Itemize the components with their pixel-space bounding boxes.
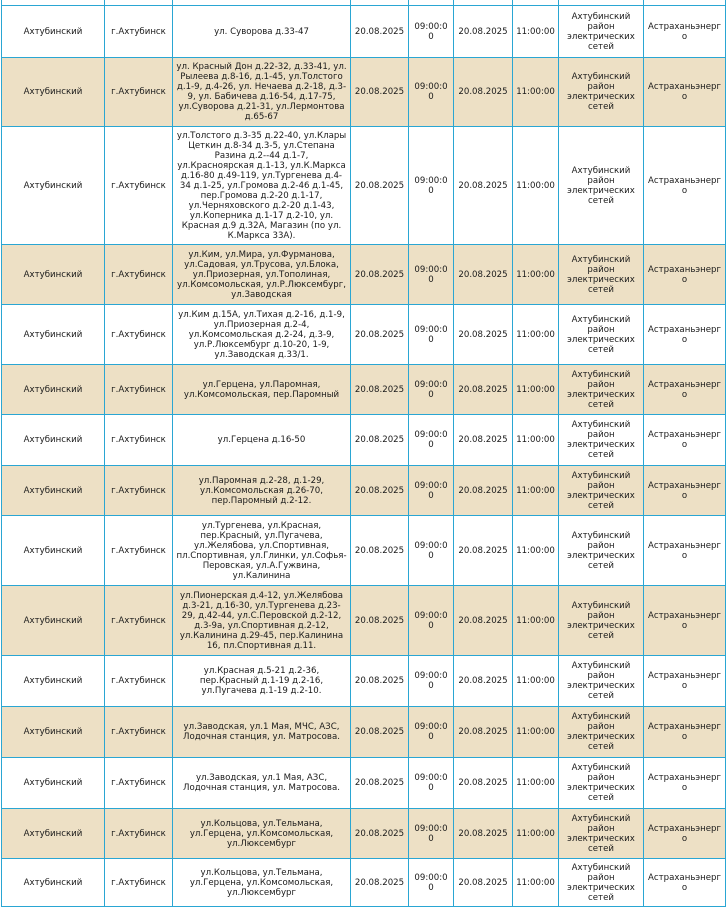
district-cell: Ахтубинский — [2, 127, 105, 245]
start-date-cell: 20.08.2025 — [351, 859, 409, 907]
table-row — [2, 466, 726, 516]
start-date-cell: 20.08.2025 — [351, 656, 409, 707]
start-time-cell: 09:00:00 — [409, 305, 454, 365]
city-cell: г.Ахтубинск — [105, 6, 173, 58]
start-date-cell: 20.08.2025 — [351, 586, 409, 656]
district-cell: Ахтубинский — [2, 466, 105, 516]
district-cell: Ахтубинский — [2, 415, 105, 466]
company-cell: Астраханьэнерго — [644, 365, 726, 415]
start-date-cell: 20.08.2025 — [351, 516, 409, 586]
company-cell: Астраханьэнерго — [644, 859, 726, 907]
start-time-cell: 09:00:00 — [409, 58, 454, 127]
address-cell: ул.Ким, ул.Мира, ул.Фурманова, ул.Садовая, ул.Трусова, ул.Блока, ул.Приозерная, ул.Тополиная, ул.Комсомольская, ул.Р.Люксембург, ул.Заводская — [173, 245, 351, 305]
address-cell: ул.Паромная д.2-28, д.1-29, ул.Комсомольская д.26-70, пер.Паромный д.2-12. — [173, 466, 351, 516]
start-time-cell: 09:00:00 — [409, 516, 454, 586]
table-row — [2, 6, 726, 58]
start-time-cell: 09:00:00 — [409, 809, 454, 859]
company-cell: Астраханьэнерго — [644, 809, 726, 859]
city-cell: г.Ахтубинск — [105, 656, 173, 707]
grid-unit-cell: Ахтубинский район электрических сетей — [559, 656, 644, 707]
start-time-cell: 09:00:00 — [409, 127, 454, 245]
end-time-cell: 11:00:00 — [513, 859, 559, 907]
city-cell: г.Ахтубинск — [105, 859, 173, 907]
start-date-cell: 20.08.2025 — [351, 809, 409, 859]
table-body — [2, 0, 726, 907]
end-date-cell: 20.08.2025 — [454, 127, 513, 245]
grid-unit-cell: Ахтубинский район электрических сетей — [559, 127, 644, 245]
address-cell: ул.Кольцова, ул.Тельмана, ул.Герцена, ул.Комсомольская, ул.Люксембург — [173, 859, 351, 907]
district-cell: Ахтубинский — [2, 707, 105, 758]
end-date-cell: 20.08.2025 — [454, 656, 513, 707]
district-cell: Ахтубинский — [2, 516, 105, 586]
company-cell: Астраханьэнерго — [644, 707, 726, 758]
grid-unit-cell: Ахтубинский район электрических сетей — [559, 415, 644, 466]
address-cell: ул.Заводская, ул.1 Мая, АЗС, Лодочная станция, ул. Матросова. — [173, 758, 351, 809]
start-time-cell: 09:00:00 — [409, 6, 454, 58]
district-cell: Ахтубинский — [2, 859, 105, 907]
end-date-cell: 20.08.2025 — [454, 466, 513, 516]
grid-unit-cell: Ахтубинский район электрических сетей — [559, 516, 644, 586]
end-time-cell: 11:00:00 — [513, 516, 559, 586]
company-cell: Астраханьэнерго — [644, 516, 726, 586]
end-time-cell: 11:00:00 — [513, 758, 559, 809]
company-cell: Астраханьэнерго — [644, 6, 726, 58]
end-date-cell: 20.08.2025 — [454, 809, 513, 859]
grid-unit-cell: Ахтубинский район электрических сетей — [559, 586, 644, 656]
table-row — [2, 305, 726, 365]
address-cell: ул.Красная д.5-21 д.2-36, пер.Красный д.1-19 д.2-16, ул.Пугачева д.1-19 д.2-10. — [173, 656, 351, 707]
table-row — [2, 758, 726, 809]
end-date-cell: 20.08.2025 — [454, 516, 513, 586]
district-cell: Ахтубинский — [2, 245, 105, 305]
city-cell: г.Ахтубинск — [105, 758, 173, 809]
grid-unit-cell: Ахтубинский район электрических сетей — [559, 245, 644, 305]
address-cell: ул.Толстого д.3-35 д.22-40, ул.Клары Цеткин д.8-34 д.3-5, ул.Степана Разина д.2--44 д.1-7, ул.Красноярская д.1-13, ул.К.Маркса д.16-80 д.49-119, ул.Тургенева д.4-34 д.1-25, ул.Громова д.2-46 д.1-45, пер.Громова д.2-20 д.1-17, ул.Черняховского д.2-20 д.1-43, ул.Коперника д.1-17 д.2-10, ул. Красная д.9 д.32А, Магазин (по ул. К.Маркса 33А). — [173, 127, 351, 245]
table-row — [2, 859, 726, 907]
start-time-cell: 09:00:00 — [409, 415, 454, 466]
start-date-cell: 20.08.2025 — [351, 6, 409, 58]
address-cell: ул.Герцена, ул.Паромная, ул.Комсомольская, пер.Паромный — [173, 365, 351, 415]
company-cell: Астраханьэнерго — [644, 415, 726, 466]
end-time-cell: 11:00:00 — [513, 245, 559, 305]
company-cell: Астраханьэнерго — [644, 586, 726, 656]
table-row — [2, 809, 726, 859]
end-time-cell: 11:00:00 — [513, 127, 559, 245]
district-cell: Ахтубинский — [2, 305, 105, 365]
end-time-cell: 11:00:00 — [513, 6, 559, 58]
start-date-cell: 20.08.2025 — [351, 245, 409, 305]
district-cell: Ахтубинский — [2, 586, 105, 656]
start-time-cell: 09:00:00 — [409, 365, 454, 415]
grid-unit-cell: Ахтубинский район электрических сетей — [559, 6, 644, 58]
company-cell: Астраханьэнерго — [644, 58, 726, 127]
address-cell: ул. Суворова д.33-47 — [173, 6, 351, 58]
start-date-cell: 20.08.2025 — [351, 305, 409, 365]
city-cell: г.Ахтубинск — [105, 415, 173, 466]
company-cell: Астраханьэнерго — [644, 305, 726, 365]
grid-unit-cell: Ахтубинский район электрических сетей — [559, 365, 644, 415]
start-time-cell: 09:00:00 — [409, 245, 454, 305]
district-cell: Ахтубинский — [2, 6, 105, 58]
end-date-cell: 20.08.2025 — [454, 707, 513, 758]
end-date-cell: 20.08.2025 — [454, 305, 513, 365]
start-date-cell: 20.08.2025 — [351, 127, 409, 245]
end-time-cell: 11:00:00 — [513, 466, 559, 516]
city-cell: г.Ахтубинск — [105, 365, 173, 415]
grid-unit-cell: Ахтубинский район электрических сетей — [559, 758, 644, 809]
grid-unit-cell: Ахтубинский район электрических сетей — [559, 58, 644, 127]
address-cell: ул.Герцена д.16-50 — [173, 415, 351, 466]
company-cell: Астраханьэнерго — [644, 656, 726, 707]
city-cell: г.Ахтубинск — [105, 586, 173, 656]
grid-unit-cell: Ахтубинский район электрических сетей — [559, 305, 644, 365]
start-date-cell: 20.08.2025 — [351, 758, 409, 809]
end-date-cell: 20.08.2025 — [454, 859, 513, 907]
end-time-cell: 11:00:00 — [513, 415, 559, 466]
table-row — [2, 127, 726, 245]
start-time-cell: 09:00:00 — [409, 758, 454, 809]
end-date-cell: 20.08.2025 — [454, 6, 513, 58]
end-date-cell: 20.08.2025 — [454, 365, 513, 415]
grid-unit-cell: Ахтубинский район электрических сетей — [559, 859, 644, 907]
table-row — [2, 365, 726, 415]
start-date-cell: 20.08.2025 — [351, 466, 409, 516]
end-date-cell: 20.08.2025 — [454, 245, 513, 305]
city-cell: г.Ахтубинск — [105, 707, 173, 758]
table-row — [2, 415, 726, 466]
outage-schedule-table — [1, 0, 726, 907]
company-cell: Астраханьэнерго — [644, 466, 726, 516]
end-time-cell: 11:00:00 — [513, 586, 559, 656]
grid-unit-cell: Ахтубинский район электрических сетей — [559, 466, 644, 516]
district-cell: Ахтубинский — [2, 656, 105, 707]
start-time-cell: 09:00:00 — [409, 586, 454, 656]
company-cell: Астраханьэнерго — [644, 758, 726, 809]
city-cell: г.Ахтубинск — [105, 127, 173, 245]
address-cell: ул. Красный Дон д.22-32, д.33-41, ул. Рылеева д.8-16, д.1-45, ул.Толстого д.1-9, д.4-26, ул. Нечаева д.2-18, д.3-9, ул. Бабичева д.16-54, д.17-75, ул.Суворова д.21-31, ул.Лермонтова д.65-67 — [173, 58, 351, 127]
end-date-cell: 20.08.2025 — [454, 58, 513, 127]
city-cell: г.Ахтубинск — [105, 809, 173, 859]
address-cell: ул.Ким д.15А, ул.Тихая д.2-16, д.1-9, ул.Приозерная д.2-4, ул.Комсомольская д.2-24, д.3-9, ул.Р.Люксембург д.10-20, 1-9, ул.Заводская д.33/1. — [173, 305, 351, 365]
city-cell: г.Ахтубинск — [105, 466, 173, 516]
company-cell: Астраханьэнерго — [644, 127, 726, 245]
start-date-cell: 20.08.2025 — [351, 58, 409, 127]
grid-unit-cell: Ахтубинский район электрических сетей — [559, 707, 644, 758]
end-time-cell: 11:00:00 — [513, 656, 559, 707]
district-cell: Ахтубинский — [2, 58, 105, 127]
district-cell: Ахтубинский — [2, 365, 105, 415]
company-cell: Астраханьэнерго — [644, 245, 726, 305]
end-date-cell: 20.08.2025 — [454, 415, 513, 466]
city-cell: г.Ахтубинск — [105, 58, 173, 127]
table-row — [2, 656, 726, 707]
end-date-cell: 20.08.2025 — [454, 758, 513, 809]
start-date-cell: 20.08.2025 — [351, 415, 409, 466]
district-cell: Ахтубинский — [2, 809, 105, 859]
end-date-cell: 20.08.2025 — [454, 586, 513, 656]
start-date-cell: 20.08.2025 — [351, 707, 409, 758]
end-time-cell: 11:00:00 — [513, 809, 559, 859]
end-time-cell: 11:00:00 — [513, 305, 559, 365]
grid-unit-cell: Ахтубинский район электрических сетей — [559, 809, 644, 859]
address-cell: ул.Тургенева, ул.Красная, пер.Красный, ул.Пугачева, ул.Желябова, ул.Спортивная, пл.Спортивная, ул.Глинки, ул.Софья-Перовская, ул.А.Гужвина, ул.Калинина — [173, 516, 351, 586]
start-time-cell: 09:00:00 — [409, 656, 454, 707]
table-row — [2, 516, 726, 586]
city-cell: г.Ахтубинск — [105, 305, 173, 365]
address-cell: ул.Пионерская д.4-12, ул.Желябова д.3-21, д.16-30, ул.Тургенева д.23-29, д.42-44, ул.С.Перовской д.2-12, д.3-9а, ул.Спортивная д.2-12, ул.Калинина д.29-45, пер.Калинина 16, пл.Спортивная д.11. — [173, 586, 351, 656]
district-cell: Ахтубинский — [2, 758, 105, 809]
table-row — [2, 245, 726, 305]
end-time-cell: 11:00:00 — [513, 58, 559, 127]
start-time-cell: 09:00:00 — [409, 466, 454, 516]
start-time-cell: 09:00:00 — [409, 859, 454, 907]
table-row — [2, 58, 726, 127]
start-time-cell: 09:00:00 — [409, 707, 454, 758]
address-cell: ул.Кольцова, ул.Тельмана, ул.Герцена, ул.Комсомольская, ул.Люксембург — [173, 809, 351, 859]
address-cell: ул.Заводская, ул.1 Мая, МЧС, АЗС, Лодочная станция, ул. Матросова. — [173, 707, 351, 758]
start-date-cell: 20.08.2025 — [351, 365, 409, 415]
end-time-cell: 11:00:00 — [513, 365, 559, 415]
table-row — [2, 707, 726, 758]
end-time-cell: 11:00:00 — [513, 707, 559, 758]
city-cell: г.Ахтубинск — [105, 516, 173, 586]
city-cell: г.Ахтубинск — [105, 245, 173, 305]
table-row — [2, 586, 726, 656]
